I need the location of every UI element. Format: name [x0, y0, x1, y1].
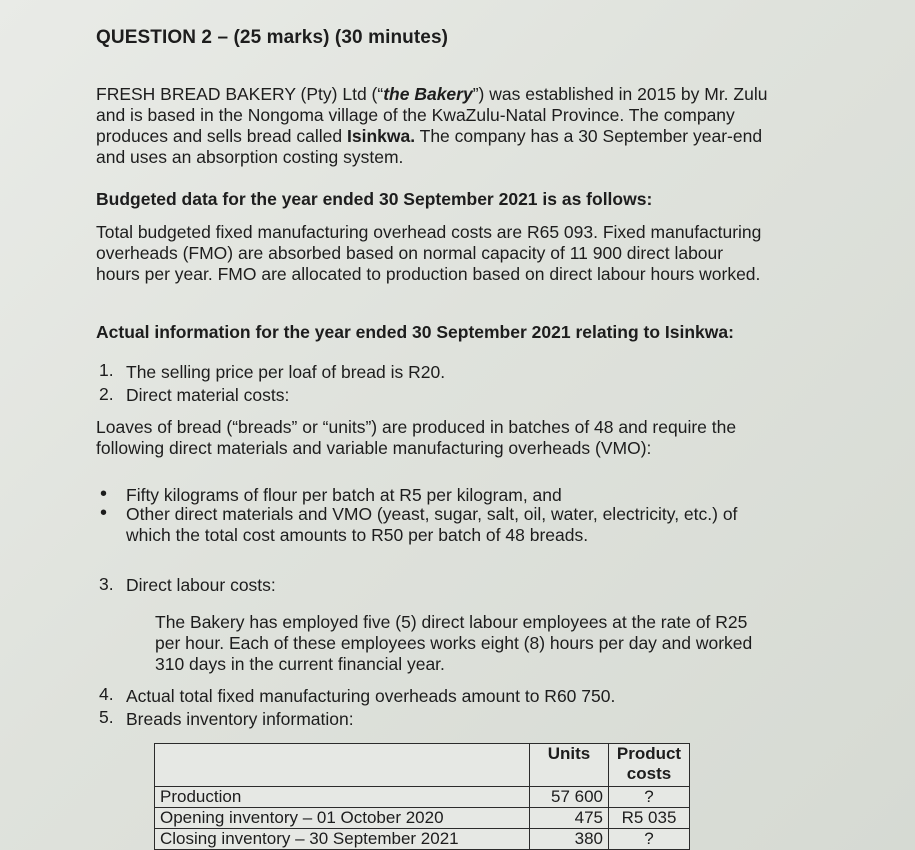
header-label: [155, 744, 530, 787]
inventory-table: [154, 743, 690, 850]
table-row: [155, 829, 690, 850]
budget-paragraph: [96, 222, 846, 285]
row-label: Closing inventory – 30 September 2021: [155, 829, 530, 850]
loaves-line-2: following direct materials and variable manufacturing overheads (VMO):: [96, 438, 652, 458]
item-text: Direct labour costs:: [126, 575, 276, 595]
row-costs: ?: [609, 829, 690, 850]
bullet-text: [126, 504, 836, 546]
budget-line-1: Total budgeted fixed manufacturing overhead costs are R65 093. Fixed manufacturing: [96, 222, 762, 242]
loaves-paragraph: [96, 417, 836, 459]
row-units: 475: [530, 808, 609, 829]
labour-line-2: per hour. Each of these employees works eight (8) hours per day and worked: [155, 633, 753, 653]
item-number: 3.: [99, 574, 114, 594]
row-label: Production: [155, 787, 530, 808]
labour-paragraph: [155, 612, 825, 675]
intro-paragraph: [96, 84, 856, 168]
table-row: [155, 808, 690, 829]
item-text: Breads inventory information:: [126, 709, 354, 729]
labour-line-1: The Bakery has employed five (5) direct labour employees at the rate of R25: [155, 612, 748, 632]
bullet-text: Fifty kilograms of flour per batch at R5 per kilogram, and: [126, 485, 562, 505]
header-units: Units: [530, 744, 609, 787]
row-costs: R5 035: [609, 808, 690, 829]
item-number: 5.: [99, 707, 114, 727]
intro-line-2: and is based in the Nongoma village of the KwaZulu-Natal Province. The company: [96, 105, 735, 125]
row-costs: ?: [609, 787, 690, 808]
actual-heading: Actual information for the year ended 30 September 2021 relating to Isinkwa:: [96, 322, 734, 342]
question-title: QUESTION 2 – (25 marks) (30 minutes): [96, 27, 449, 48]
row-units: 57 600: [530, 787, 609, 808]
item-text: Direct material costs:: [126, 385, 290, 405]
intro-line-1: FRESH BREAD BAKERY (Pty) Ltd (“the Bakery”) was established in 2015 by Mr. Zulu: [96, 84, 768, 104]
budget-line-2: overheads (FMO) are absorbed based on normal capacity of 11 900 direct labour: [96, 243, 724, 263]
budget-line-3: hours per year. FMO are allocated to production based on direct labour hours worked.: [96, 264, 761, 284]
row-units: 380: [530, 829, 609, 850]
intro-line-4: and uses an absorption costing system.: [96, 147, 404, 167]
loaves-line-1: Loaves of bread (“breads” or “units”) are produced in batches of 48 and require the: [96, 417, 737, 437]
table-header-row: [155, 744, 690, 787]
bullet-line-2: which the total cost amounts to R50 per batch of 48 breads.: [126, 525, 589, 545]
item-number: 1.: [99, 360, 114, 380]
item-text: The selling price per loaf of bread is R20.: [126, 362, 446, 382]
budget-heading: Budgeted data for the year ended 30 September 2021 is as follows:: [96, 189, 653, 209]
header-product-costs: Product costs: [609, 744, 690, 787]
item-number: 2.: [99, 384, 114, 404]
item-number: 4.: [99, 684, 114, 704]
bullet-dot: •: [100, 502, 108, 524]
item-text: Actual total fixed manufacturing overheads amount to R60 750.: [126, 686, 616, 706]
bullet-dot: •: [100, 483, 108, 505]
labour-line-3: 310 days in the current financial year.: [155, 654, 445, 674]
bullet-line-1: Other direct materials and VMO (yeast, sugar, salt, oil, water, electricity, etc.) of: [126, 504, 738, 524]
intro-line-3: produces and sells bread called Isinkwa. The company has a 30 September year-end: [96, 126, 763, 146]
table-row: [155, 787, 690, 808]
row-label: Opening inventory – 01 October 2020: [155, 808, 530, 829]
